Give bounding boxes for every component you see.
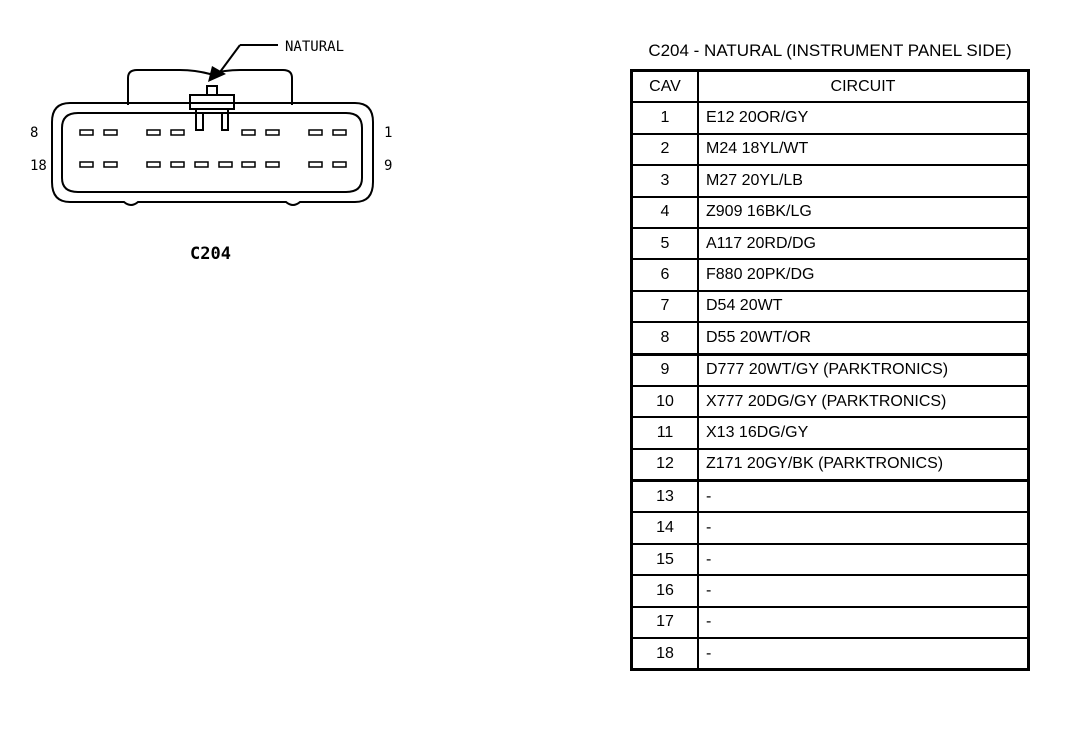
table-row — [632, 197, 1029, 228]
circuit-cell: D777 20WT/GY (PARKTRONICS) — [698, 354, 1029, 386]
circuit-cell: M27 20YL/LB — [698, 165, 1029, 196]
header-circuit: CIRCUIT — [698, 71, 1029, 103]
table-header-row — [632, 71, 1029, 103]
table-row — [632, 417, 1029, 448]
table-row — [632, 291, 1029, 322]
pinout-table — [630, 69, 1030, 671]
circuit-cell: - — [698, 512, 1029, 543]
pin-label-9: 9 — [384, 158, 393, 174]
table-row — [632, 322, 1029, 354]
circuit-cell: - — [698, 481, 1029, 513]
table-title: C204 - NATURAL (INSTRUMENT PANEL SIDE) — [648, 41, 1012, 60]
header-cav: CAV — [632, 71, 699, 103]
cav-cell: 11 — [632, 417, 699, 448]
table-row — [632, 575, 1029, 606]
table-row — [632, 102, 1029, 133]
circuit-cell: D55 20WT/OR — [698, 322, 1029, 354]
circuit-cell: E12 20OR/GY — [698, 102, 1029, 133]
cav-cell: 3 — [632, 165, 699, 196]
circuit-cell: - — [698, 638, 1029, 670]
circuit-cell: F880 20PK/DG — [698, 259, 1029, 290]
circuit-cell: D54 20WT — [698, 291, 1029, 322]
table-row — [632, 607, 1029, 638]
circuit-cell: - — [698, 607, 1029, 638]
circuit-cell: X777 20DG/GY (PARKTRONICS) — [698, 386, 1029, 417]
cav-cell: 14 — [632, 512, 699, 543]
connector-name: C204 — [190, 244, 231, 264]
table-row — [632, 386, 1029, 417]
pin-label-1: 1 — [384, 125, 393, 141]
table-row — [632, 544, 1029, 575]
cav-cell: 15 — [632, 544, 699, 575]
cavity-row-top — [80, 130, 346, 135]
callout-arrow — [208, 45, 278, 82]
connector-drawing — [0, 0, 600, 300]
cav-cell: 10 — [632, 386, 699, 417]
table-row — [632, 481, 1029, 513]
table-row — [632, 259, 1029, 290]
cav-cell: 8 — [632, 322, 699, 354]
table-row — [632, 228, 1029, 259]
table-row — [632, 134, 1029, 165]
cav-cell: 13 — [632, 481, 699, 513]
table-row — [632, 165, 1029, 196]
circuit-cell: - — [698, 575, 1029, 606]
callout-label: NATURAL — [285, 39, 345, 55]
circuit-cell: Z909 16BK/LG — [698, 197, 1029, 228]
cav-cell: 18 — [632, 638, 699, 670]
circuit-cell: X13 16DG/GY — [698, 417, 1029, 448]
circuit-cell: - — [698, 544, 1029, 575]
pin-label-8: 8 — [30, 125, 39, 141]
cav-cell: 6 — [632, 259, 699, 290]
cav-cell: 17 — [632, 607, 699, 638]
table-row — [632, 638, 1029, 670]
cav-cell: 1 — [632, 102, 699, 133]
circuit-cell: Z171 20GY/BK (PARKTRONICS) — [698, 449, 1029, 481]
table-row — [632, 354, 1029, 386]
table-row — [632, 449, 1029, 481]
cav-cell: 7 — [632, 291, 699, 322]
table-row — [632, 512, 1029, 543]
cav-cell: 9 — [632, 354, 699, 386]
connector-body — [52, 103, 373, 205]
circuit-cell: M24 18YL/WT — [698, 134, 1029, 165]
cav-cell: 16 — [632, 575, 699, 606]
cav-cell: 5 — [632, 228, 699, 259]
circuit-cell: A117 20RD/DG — [698, 228, 1029, 259]
cavity-row-bottom — [80, 162, 346, 167]
cav-cell: 12 — [632, 449, 699, 481]
cav-cell: 2 — [632, 134, 699, 165]
cav-cell: 4 — [632, 197, 699, 228]
pin-label-18: 18 — [30, 158, 47, 174]
